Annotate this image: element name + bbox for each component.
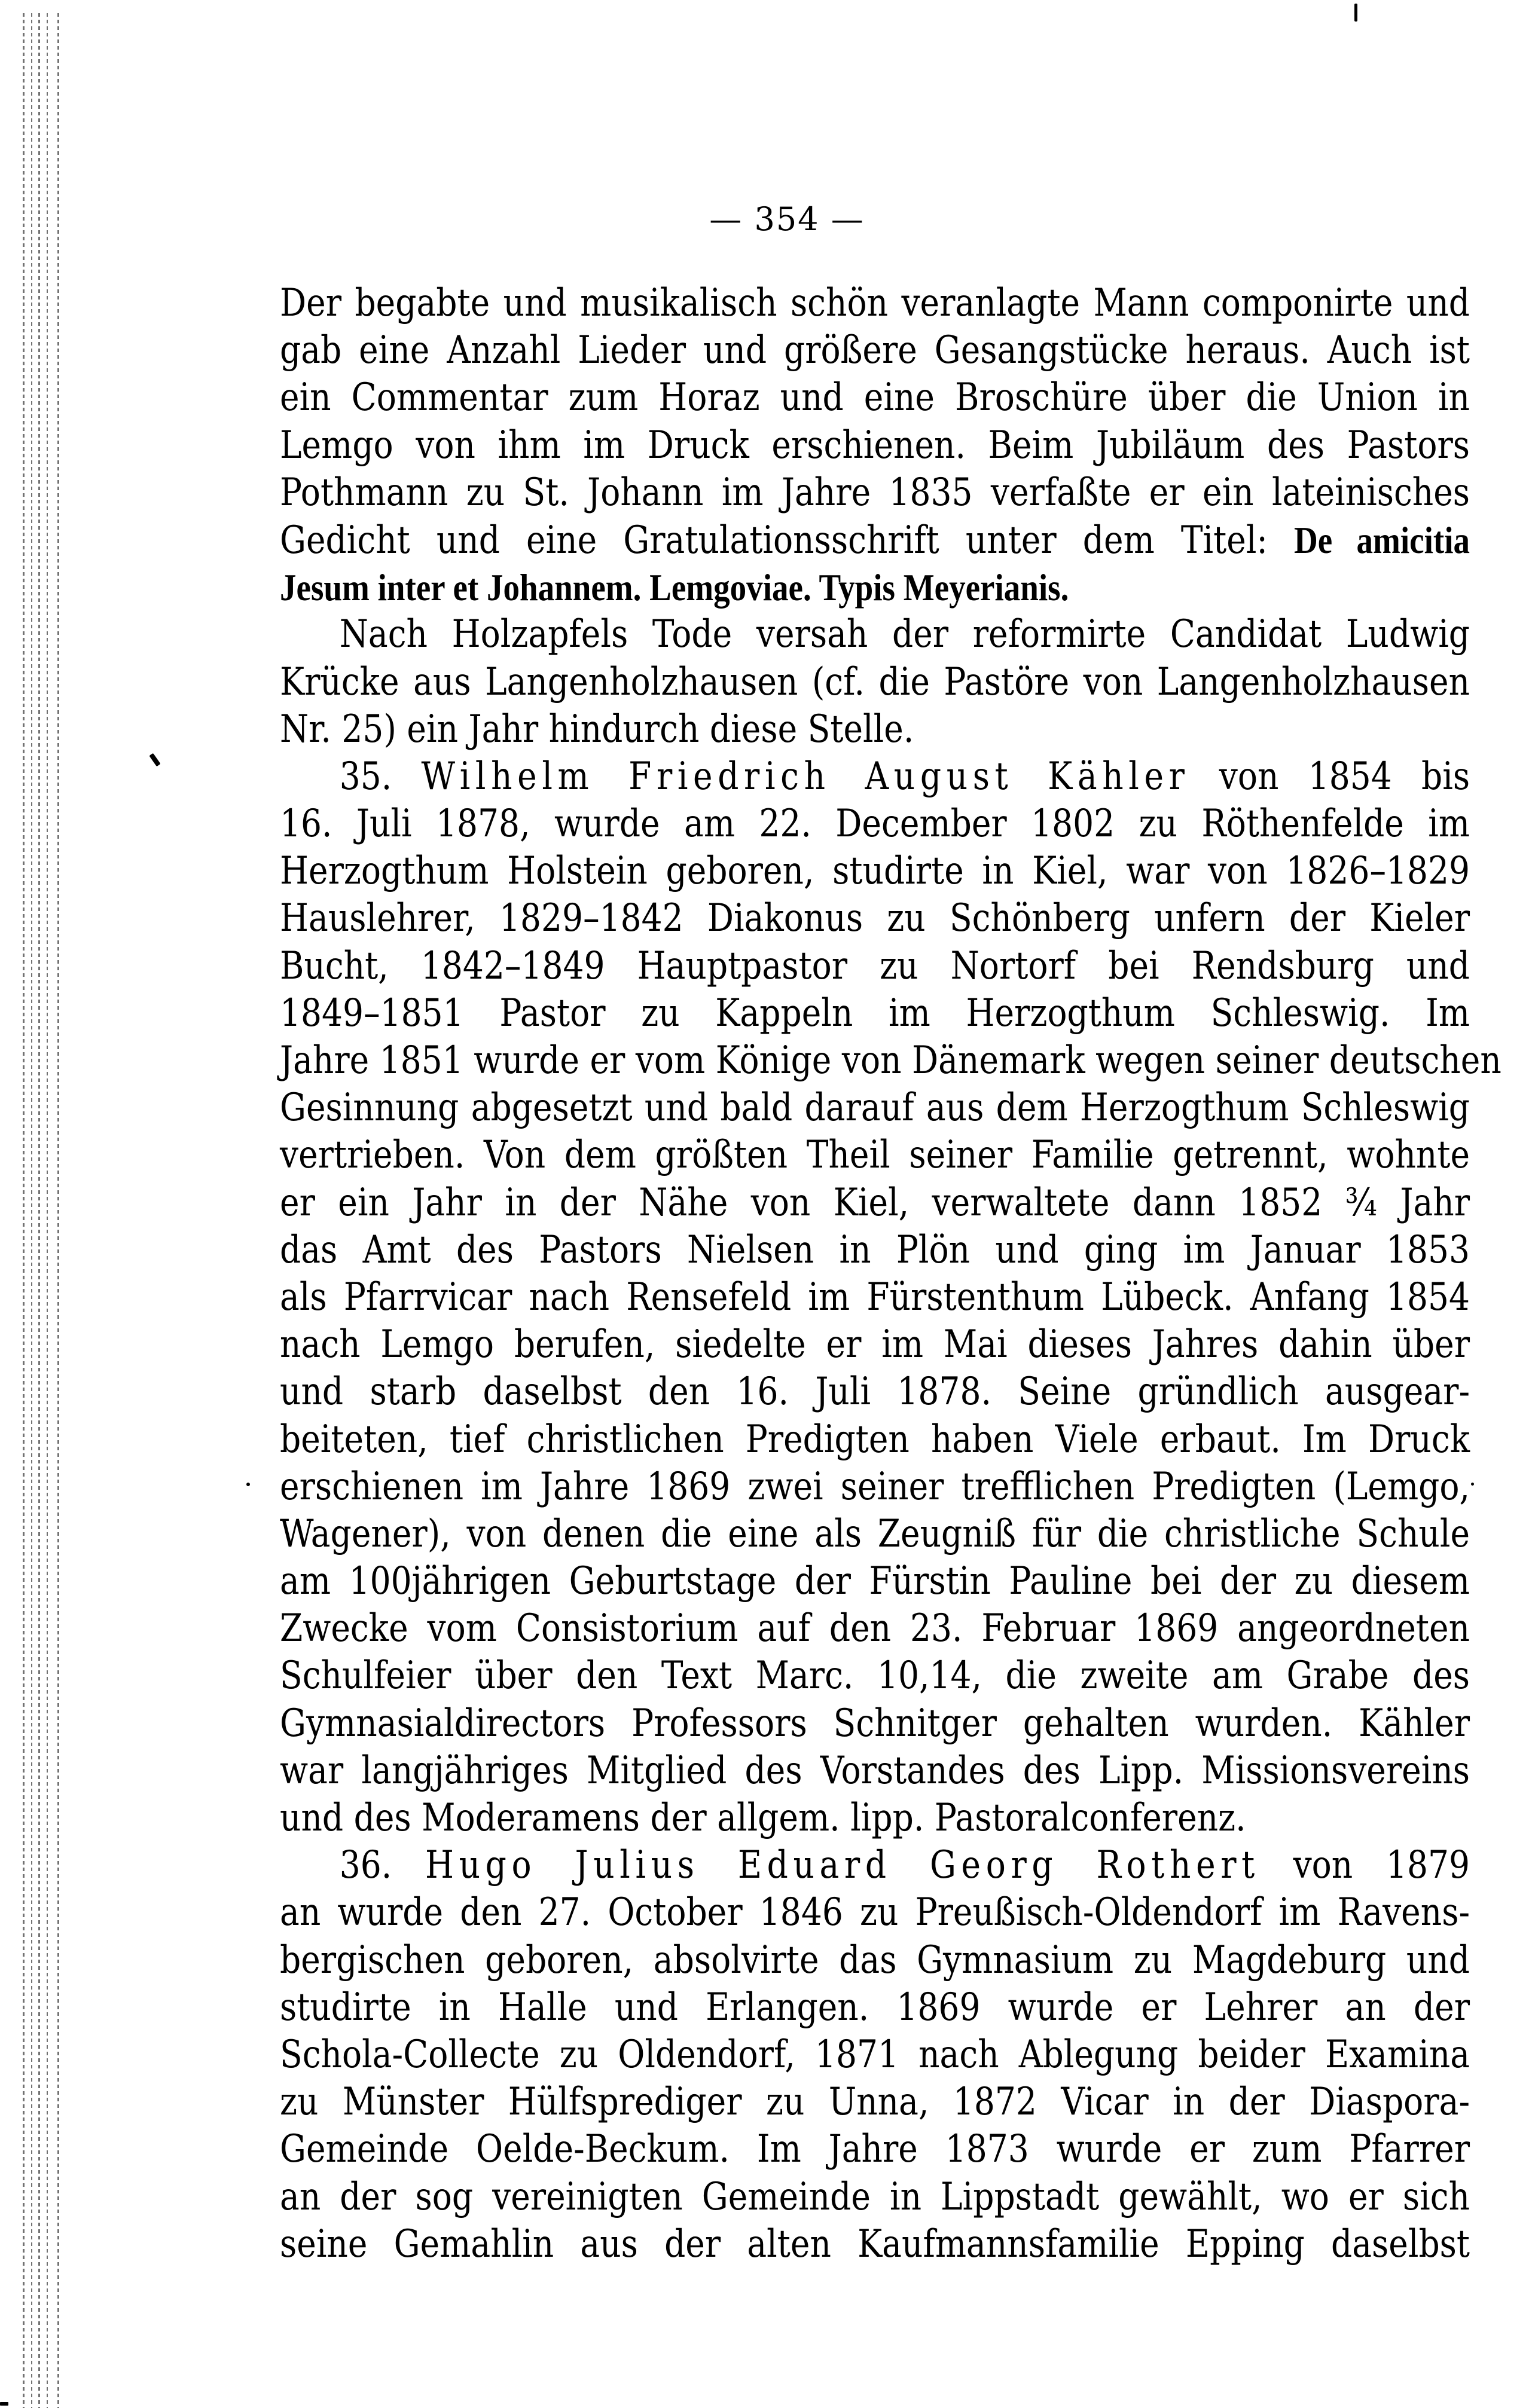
- text-line: Gymnasialdirectors Professors Schnitger gehalten wurden. Kähler: [280, 1701, 1470, 1746]
- text-line: beiteten, tief christlichen Predigten haben Viele erbaut. Im Druck: [280, 1417, 1470, 1462]
- text-line: vertrieben. Von dem größten Theil seiner Familie getrennt, wohnte: [280, 1133, 1470, 1178]
- text-line: an der sog vereinigten Gemeinde in Lippstadt gewählt, wo er sich: [280, 2174, 1470, 2219]
- text-line: an wurde den 27. October 1846 zu Preußisch-Oldendorf im Ravens-: [280, 1890, 1470, 1935]
- entry-36: [280, 1842, 1470, 2268]
- text-line: 1849–1851 Pastor zu Kappeln im Herzogthum Schleswig. Im: [280, 991, 1470, 1035]
- text-line: Schulfeier über den Text Marc. 10,14, die zweite am Grabe des: [280, 1654, 1470, 1698]
- text-line: Bucht, 1842–1849 Hauptpastor zu Nortorf bei Rendsburg und: [280, 943, 1470, 988]
- text-line: war langjähriges Mitglied des Vorstandes des Lipp. Missionsvereins: [280, 1748, 1470, 1793]
- text-line: [280, 517, 1470, 564]
- entry-35: [280, 753, 1502, 1842]
- text-line: er ein Jahr in der Nähe von Kiel, verwaltete dann 1852 ¾ Jahr: [280, 1180, 1470, 1225]
- paragraph-1: [280, 280, 1470, 611]
- text-line: und des Moderamens der allgem. lipp. Pastoralconferenz.: [280, 1796, 1246, 1840]
- entry-heading-line: [280, 753, 1470, 800]
- text-line: Jahre 1851 wurde er vom Könige von Dänemark wegen seiner deutschen: [280, 1038, 1502, 1083]
- scan-speck: [1354, 4, 1357, 22]
- text-line: am 100jährigen Geburtstage der Fürstin Pauline bei der zu diesem: [280, 1559, 1470, 1604]
- text-line: Gesinnung abgesetzt und bald darauf aus dem Herzogthum Schleswig: [280, 1086, 1470, 1130]
- scan-speck: [1471, 1483, 1474, 1486]
- scan-speck: [149, 753, 160, 767]
- text-line: das Amt des Pastors Nielsen in Plön und ging im Januar 1853: [280, 1227, 1470, 1272]
- text-line: erschienen im Jahre 1869 zwei seiner trefflichen Predigten (Lemgo,: [280, 1464, 1470, 1509]
- entry-number: 36.: [339, 1843, 392, 1888]
- scan-speck: [0, 2402, 8, 2406]
- text-line: studirte in Halle und Erlangen. 1869 wurde er Lehrer an der: [280, 1985, 1470, 2030]
- text-line: Zwecke vom Consistorium auf den 23. Februar 1869 angeordneten: [280, 1606, 1470, 1651]
- text-line: als Pfarrvicar nach Rensefeld im Fürstenthum Lübeck. Anfang 1854: [280, 1275, 1470, 1319]
- text-segment: Gedicht und eine Gratulationsschrift unter dem Titel:: [280, 518, 1268, 563]
- text-line: gab eine Anzahl Lieder und größere Gesangstücke heraus. Auch ist: [280, 328, 1470, 373]
- text-line: nach Lemgo berufen, siedelte er im Mai dieses Jahres dahin über: [280, 1322, 1470, 1367]
- text-line: Wagener), von denen die eine als Zeugniß für die christliche Schule: [280, 1511, 1470, 1556]
- text-line: bergischen geboren, absolvirte das Gymnasium zu Magdeburg und: [280, 1938, 1470, 1982]
- text-line: seine Gemahlin aus der alten Kaufmannsfamilie Epping daselbst: [280, 2221, 1470, 2266]
- pastor-name: Hugo Julius Eduard Georg Rothert: [425, 1843, 1260, 1888]
- text-line: Krücke aus Langenholzhausen (cf. die Pastöre von Langenholzhausen: [280, 659, 1470, 704]
- text-line: Schola-Collecte zu Oldendorf, 1871 nach Ablegung beider Examina: [280, 2032, 1470, 2077]
- text-line: Lemgo von ihm im Druck erschienen. Beim Jubiläum des Pastors: [280, 423, 1470, 467]
- text-line: Hauslehrer, 1829–1842 Diakonus zu Schönberg unfern der Kieler: [280, 896, 1470, 941]
- text-line: Nach Holzapfels Tode versah der reformirte Candidat Ludwig: [339, 612, 1470, 657]
- text-line: Der begabte und musikalisch schön veranlagte Mann componirte und: [280, 281, 1470, 325]
- page-number: — 354 —: [709, 200, 865, 238]
- text-line: 16. Juli 1878, wurde am 22. December 1802 zu Röthenfelde im: [280, 802, 1470, 847]
- page-body: [280, 280, 1502, 2268]
- text-line: Gemeinde Oelde-Beckum. Im Jahre 1873 wurde er zum Pfarrer: [280, 2127, 1470, 2172]
- entry-number: 35.: [339, 754, 392, 799]
- paragraph-2: [280, 611, 1470, 753]
- scan-gutter-shadow: [0, 0, 84, 2408]
- text-line: Pothmann zu St. Johann im Jahre 1835 verfaßte er ein lateinisches: [280, 470, 1470, 515]
- latin-title-start: De amicitia: [1294, 518, 1470, 561]
- text-segment: von 1879: [1293, 1843, 1470, 1888]
- entry-heading-line: [280, 1842, 1470, 1889]
- scan-speck: [246, 1483, 250, 1486]
- text-segment: von 1854 bis: [1219, 754, 1470, 799]
- text-line: zu Münster Hülfsprediger zu Unna, 1872 Vicar in der Diaspora-: [280, 2080, 1470, 2125]
- text-line: und starb daselbst den 16. Juli 1878. Seine gründlich ausgear-: [280, 1370, 1470, 1414]
- scan-gutter-top: [0, 0, 84, 11]
- text-line: Nr. 25) ein Jahr hindurch diese Stelle.: [280, 707, 914, 751]
- text-line: Herzogthum Holstein geboren, studirte in Kiel, war von 1826–1829: [280, 849, 1470, 894]
- pastor-name: Wilhelm Friedrich August Kähler: [421, 754, 1190, 799]
- text-line: ein Commentar zum Horaz und eine Broschüre über die Union in: [280, 375, 1470, 420]
- latin-title-line: Jesum inter et Johannem. Lemgoviae. Typis Meyerianis.: [280, 566, 1069, 609]
